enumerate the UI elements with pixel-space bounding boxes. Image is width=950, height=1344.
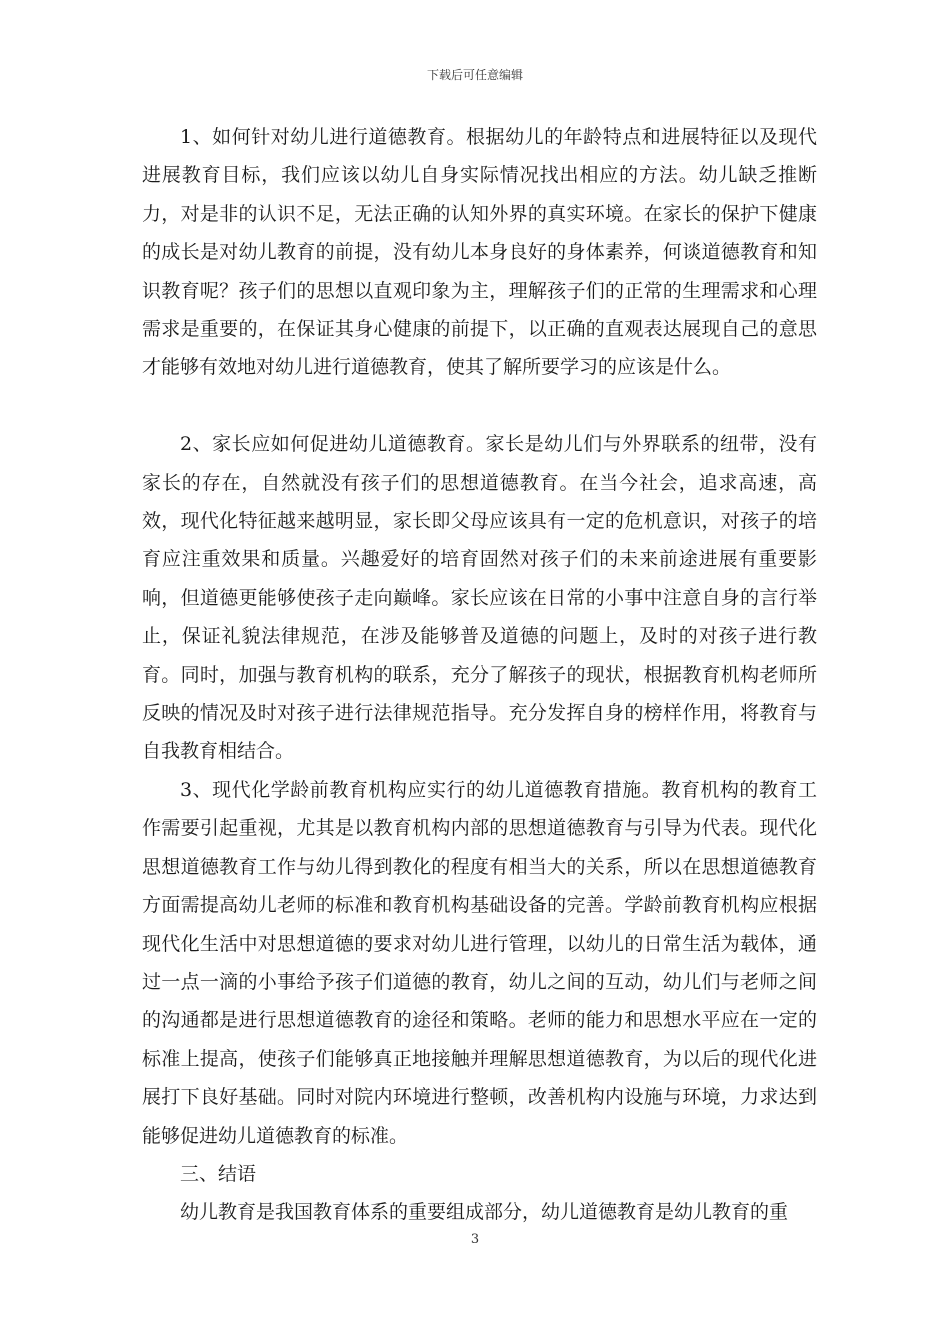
section-heading-conclusion: 三、结语	[180, 1162, 257, 1185]
paragraph-2: 2、家长应如何促进幼儿道德教育。家长是幼儿们与外界联系的纽带，没有家长的存在，自然就没有孩子们的思想道德教育。在当今社会，追求高速，高效，现代化特征越来越明显，家长即父母应该具有一定的危机意识，对孩子的培育应注重效果和质量。兴趣爱好的培育固然对孩子们的未来前途进展有重要影响，但道德更能够使孩子走向巅峰。家长应该在日常的小事中注意自身的言行举止，保证礼貌法律规范，在涉及能够普及道德的问题上，及时的对孩子进行教育。同时，加强与教育机构的联系，充分了解孩子的现状，根据教育机构老师所反映的情况及时对孩子进行法律规范指导。充分发挥自身的榜样作用，将教育与自我教育相结合。	[142, 433, 817, 763]
page-header: 下载后可任意编辑	[426, 68, 523, 82]
page-number: 3	[470, 1232, 480, 1247]
paragraph-1: 1、如何针对幼儿进行道德教育。根据幼儿的年龄特点和进展特征以及现代进展教育目标，我们应该以幼儿自身实际情况找出相应的方法。幼儿缺乏推断力，对是非的认识不足，无法正确的认知外界的真实环境。在家长的保护下健康的成长是对幼儿教育的前提，没有幼儿本身良好的身体素养，何谈道德教育和知识教育呢？孩子们的思想以直观印象为主，理解孩子们的正常的生理需求和心理需求是重要的，在保证其身心健康的前提下，以正确的直观表达展现自己的意思才能够有效地对幼儿进行道德教育，使其了解所要学习的应该是什么。	[142, 126, 817, 379]
paragraph-5: 幼儿教育是我国教育体系的重要组成部分，幼儿道德教育是幼儿教育的重	[180, 1201, 789, 1224]
document-body	[142, 118, 817, 1232]
paragraph-3: 3、现代化学龄前教育机构应实行的幼儿道德教育措施。教育机构的教育工作需要引起重视，尤其是以教育机构内部的思想道德教育与引导为代表。现代化思想道德教育工作与幼儿得到教化的程度有相当大的关系，所以在思想道德教育方面需提高幼儿老师的标准和教育机构基础设备的完善。学龄前教育机构应根据现代化生活中对思想道德的要求对幼儿进行管理，以幼儿的日常生活为载体，通过一点一滴的小事给予孩子们道德的教育，幼儿之间的互动，幼儿们与老师之间的沟通都是进行思想道德教育的途径和策略。老师的能力和思想水平应在一定的标准上提高，使孩子们能够真正地接触并理解思想道德教育，为以后的现代化进展打下良好基础。同时对院内环境进行整顿，改善机构内设施与环境，力求达到能够促进幼儿道德教育的标准。	[142, 778, 817, 1147]
